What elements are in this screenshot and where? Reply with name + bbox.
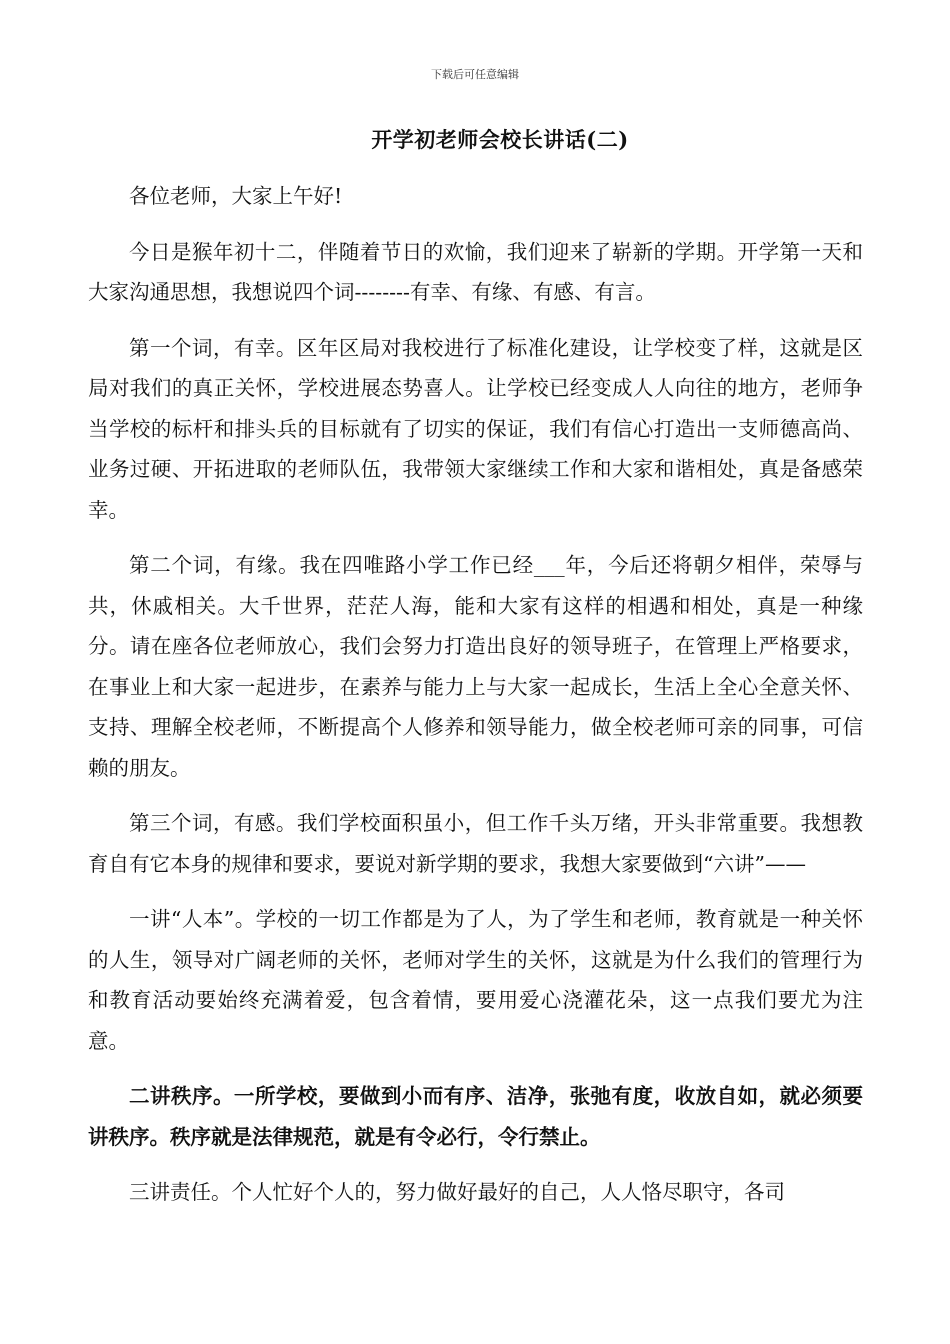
header-note: 下载后可任意编辑 bbox=[431, 68, 519, 81]
paragraph-second-word: 第二个词，有缘。我在四唯路小学工作已经___年，今后还将朝夕相伴，荣辱与共，休戚相关。大千世界，茫茫人海，能和大家有这样的相遇和相处，真是一种缘分。请在座各位老师放心，我们会努力打造出良好的领导班子，在管理上严格要求，在事业上和大家一起进步，在素养与能力上与大家一起成长，生活上全心全意关怀、支持、理解全校老师，不断提高个人修养和领导能力，做全校老师可亲的同事，可信赖的朋友。 bbox=[88, 553, 863, 780]
intro-paragraph: 今日是猴年初十二，伴随着节日的欢愉，我们迎来了崭新的学期。开学第一天和大家沟通思想，我想说四个词--------有幸、有缘、有感、有言。 bbox=[88, 239, 863, 304]
document-body bbox=[88, 176, 863, 1228]
document-title: 开学初老师会校长讲话(二) bbox=[371, 127, 629, 152]
paragraph-humanism: 一讲“人本”。学校的一切工作都是为了人，为了学生和老师，教育就是一种关怀的人生，领导对广阔老师的关怀，老师对学生的关怀，这就是为什么我们的管理行为和教育活动要始终充满着爱，包含着情，要用爱心浇灌花朵，这一点我们要尤为注意。 bbox=[88, 907, 863, 1053]
paragraph-third-word: 第三个词，有感。我们学校面积虽小，但工作千头万绪，开头非常重要。我想教育自有它本身的规律和要求，要说对新学期的要求，我想大家要做到“六讲”—— bbox=[88, 811, 863, 876]
paragraph-order: 二讲秩序。一所学校，要做到小而有序、洁净，张弛有度，收放自如，就必须要讲秩序。秩序就是法律规范，就是有令必行，令行禁止。 bbox=[88, 1084, 863, 1149]
greeting-paragraph: 各位老师，大家上午好! bbox=[129, 184, 343, 208]
paragraph-responsibility: 三讲责任。个人忙好个人的，努力做好最好的自己，人人恪尽职守，各司 bbox=[129, 1180, 785, 1204]
paragraph-first-word: 第一个词，有幸。区年区局对我校进行了标准化建设，让学校变了样，这就是区局对我们的真正关怀，学校进展态势喜人。让学校已经变成人人向往的地方，老师争当学校的标杆和排头兵的目标就有了切实的保证，我们有信心打造出一支师德高尚、业务过硬、开拓进取的老师队伍，我带领大家继续工作和大家和谐相处，真是备感荣幸。 bbox=[88, 335, 863, 522]
